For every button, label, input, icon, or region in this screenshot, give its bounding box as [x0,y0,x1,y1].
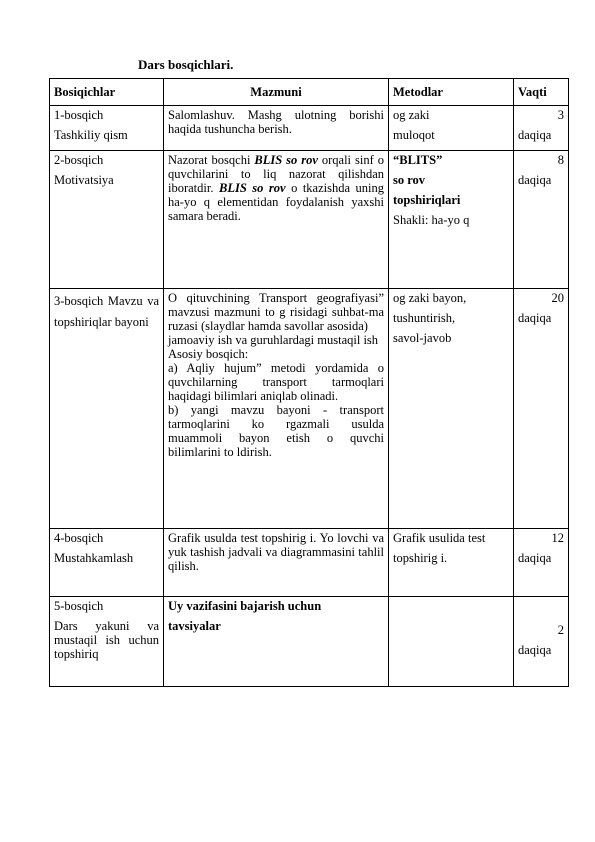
stage-cell [50,289,164,529]
methods-cell [389,289,514,529]
time-unit: daqiqa [518,311,552,325]
content-text: Uy vazifasini bajarish uchun [168,599,322,613]
content-cell [164,529,389,597]
method-item: savol-javob [393,331,452,345]
content-text: jamoaviy ish va guruhlardagi mustaqil ish [168,333,379,347]
table-header-row [50,79,569,106]
method-item: og zaki [393,108,430,122]
stage-cell [50,151,164,289]
content-text: orqali sinf o quvchilarini to liq nazorat qilishdan iboratdir. [168,153,384,195]
time-unit: daqiqa [518,643,552,657]
method-item: topshirig i. [393,551,448,565]
header-time: Vaqti [514,79,569,106]
content-emphasis: BLIS so rov [218,181,286,195]
content-text: a) Aqliy hujum” metodi yordamida o quvchilarning transport tarmoqlari haqidagi bilimlari aniqlab olinadi. [168,361,384,403]
stage-number: 1-bosqich [54,108,104,122]
table-row [50,106,569,151]
content-text: O qituvchining Transport geografiyasi” mavzusi mazmuni to g risidagi suhbat-ma ruzasi (slaydlar hamda savollar asosida) [168,291,384,333]
time-cell [514,529,569,597]
method-item: “BLITS” [393,153,443,167]
stage-name: 3-bosqich Mavzu va topshiriqlar bayoni [54,294,159,329]
time-value: 20 [551,291,564,305]
stage-cell [50,106,164,151]
time-value: 3 [557,108,564,122]
stage-cell [50,597,164,687]
time-value: 8 [557,153,564,167]
stage-number: 4-bosqich [54,531,104,545]
table-row [50,529,569,597]
content-cell [164,597,389,687]
content-text: Salomlashuv. Mashg ulotning borishi haqida tushuncha berish. [168,108,384,136]
time-value: 2 [557,623,564,637]
methods-cell [389,106,514,151]
content-text: tavsiyalar [168,619,221,633]
stage-number: 2-bosqich [54,153,104,167]
content-text: Grafik usulda test topshirig i. Yo lovchi va yuk tashish jadvali va diagrammasini tahlil qilish. [168,531,384,573]
content-cell [164,106,389,151]
table-row [50,597,569,687]
time-unit: daqiqa [518,551,552,565]
stage-name: Tashkiliy qism [54,128,128,142]
time-unit: daqiqa [518,128,552,142]
content-text: Nazorat bosqchi [168,153,255,167]
content-text: Asosiy bosqich: [168,347,249,361]
header-content: Mazmuni [164,79,389,106]
page-title: Dars bosqichlari. [138,57,234,72]
lesson-stages-table [49,78,569,687]
stage-name: Dars yakuni va mustaqil ish uchun topshiriq [54,619,159,661]
content-emphasis: BLIS so rov [254,153,318,167]
method-item: Grafik usulida test [393,531,486,545]
stage-name: Mustahkamlash [54,551,134,565]
table-row [50,151,569,289]
method-item: topshiriqlari [393,193,461,207]
stage-name: Motivatsiya [54,173,114,187]
methods-cell [389,597,514,687]
time-cell [514,289,569,529]
methods-cell [389,529,514,597]
header-stages: Bosiqichlar [50,79,164,106]
methods-cell [389,151,514,289]
content-cell [164,289,389,529]
content-text: o tkazishda uning ha-yo q elementidan foydalanish yaxshi samara beradi. [168,181,384,223]
time-unit: daqiqa [518,173,552,187]
time-cell [514,597,569,687]
method-item: so rov [393,173,426,187]
method-item: muloqot [393,128,435,142]
stage-number: 5-bosqich [54,599,104,613]
time-cell [514,106,569,151]
method-item: Shakli: ha-yo q [393,213,470,227]
method-item: og zaki bayon, [393,291,467,305]
header-methods: Metodlar [389,79,514,106]
content-cell [164,151,389,289]
method-item: tushuntirish, [393,311,456,325]
time-cell [514,151,569,289]
time-value: 12 [551,531,564,545]
table-row [50,289,569,529]
content-text: b) yangi mavzu bayoni - transport tarmoqlarini ko rgazmali usulda muammoli bayon etish o quvchi bilimlarini to ldirish. [168,403,384,459]
stage-cell [50,529,164,597]
